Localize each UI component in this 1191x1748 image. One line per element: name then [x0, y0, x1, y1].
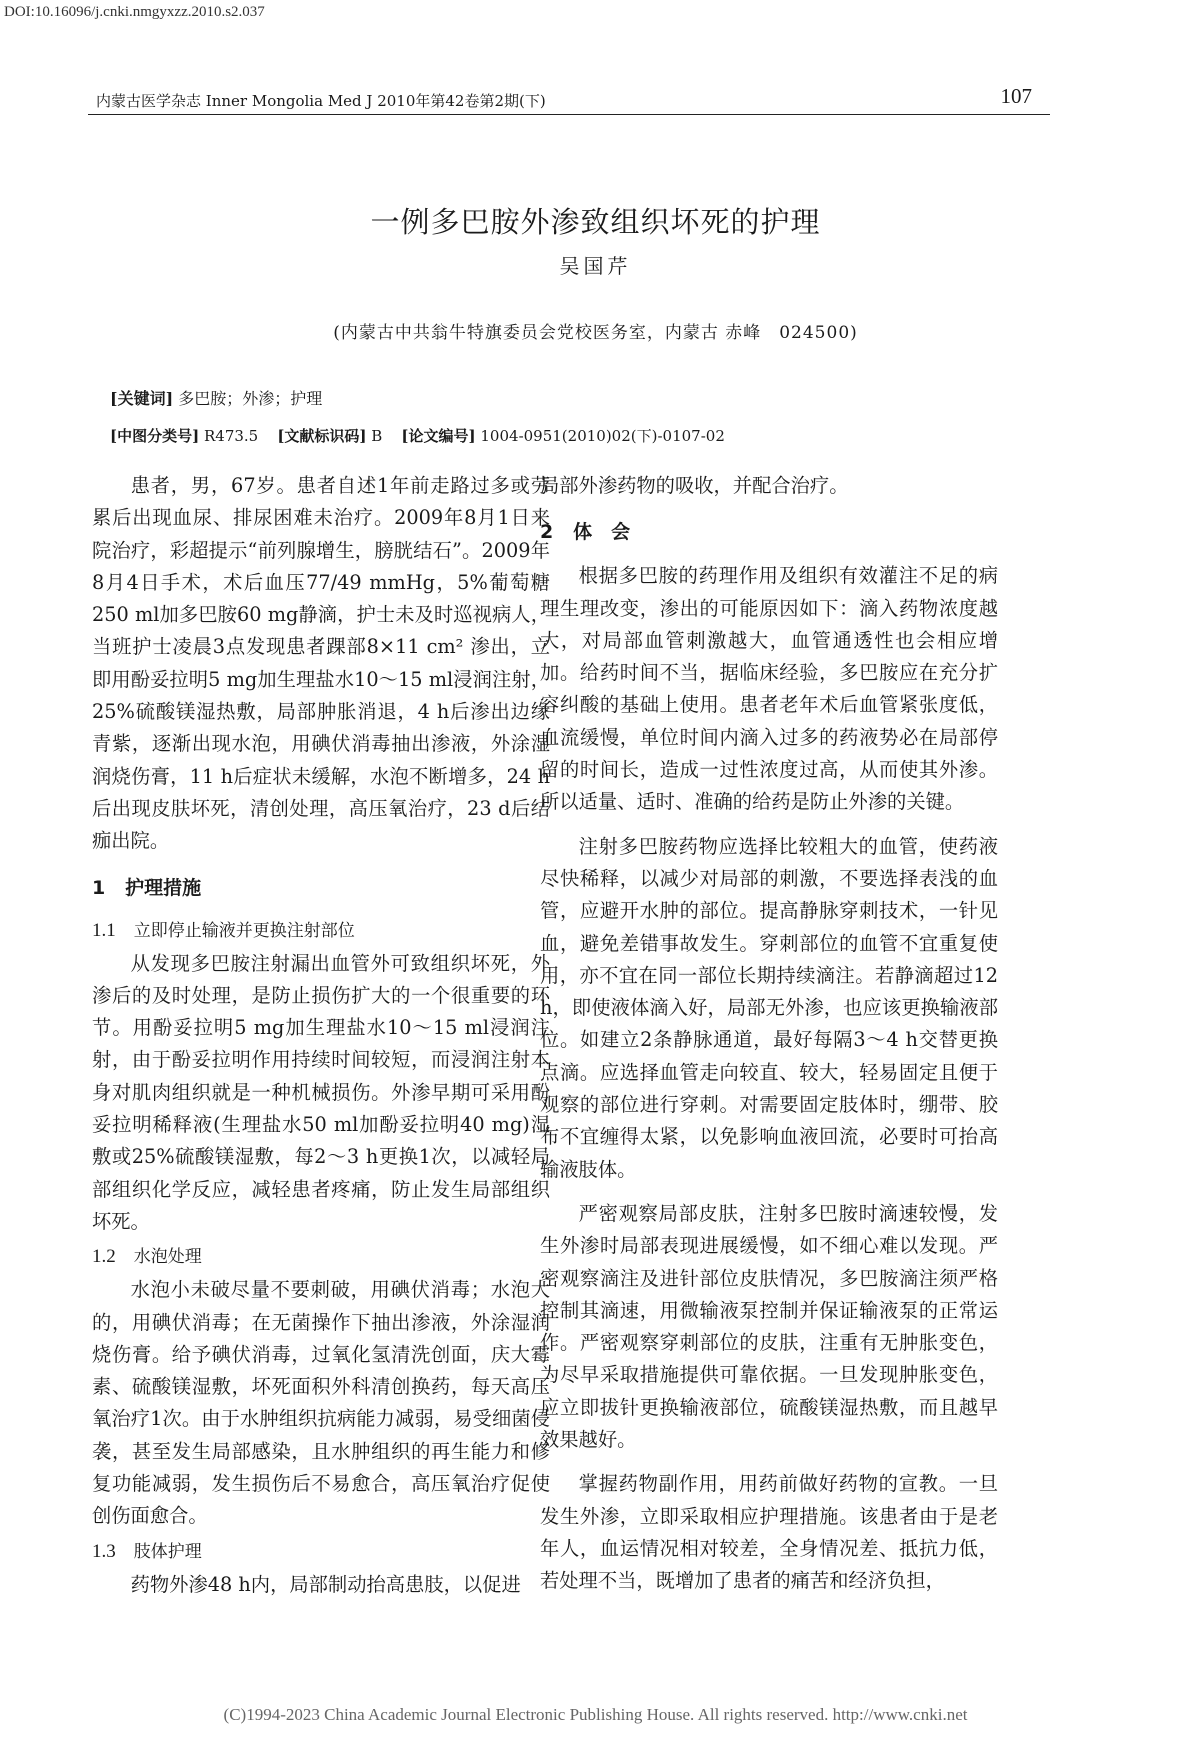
running-header — [88, 84, 1050, 115]
doi-line: DOI:10.16096/j.cnki.nmgyxzz.2010.s2.037 — [4, 4, 265, 20]
case-intro-paragraph: 患者，男，67岁。患者自述1年前走路过多或劳累后出现血尿、排尿困难未治疗。2009年8月1日来院治疗，彩超提示“前列腺增生，膀胱结石”。2009年8月4日手术，术后血压77/49 mmHg，5%葡萄糖250 ml加多巴胺60 mg静滴，护士未及时巡视病人，当班护士凌晨3点发现患者踝部8×11 cm² 渗出，立即用酚妥拉明5 mg加生理盐水10～15 ml浸润注射，25%硫酸镁湿热敷，局部肿胀消退，4 h后渗出边缘青紫，逐渐出现水泡，用碘伏消毒抽出渗液，外涂湿润烧伤膏，11 h后症状未缓解，水泡不断增多，24 h后出现皮肤坏死，清创处理，高压氧治疗，23 d后结痂出院。 — [92, 474, 550, 853]
section-2-paragraph-3: 严密观察局部皮肤，注射多巴胺时滴速较慢，发生外渗时局部表现进展缓慢，如不细心难以发现。严密观察滴注及进针部位皮肤情况，多巴胺滴注须严格控制其滴速，用微输液泵控制并保证输液泵的正常运作。严密观察穿刺部位的皮肤，注重有无肿胀变色，为尽早采取措施提供可靠依据。一旦发现肿胀变色，应立即拔针更换输液部位，硫酸镁湿热敷，而且越早效果越好。 — [540, 1201, 998, 1452]
clc-label: [中图分类号] — [110, 427, 200, 445]
article-title: 一例多巴胺外渗致组织坏死的护理 — [370, 205, 821, 239]
classification-line — [110, 425, 725, 446]
keywords-line — [110, 386, 322, 409]
section-2-heading — [540, 518, 998, 546]
section-1-3-title: 肢体护理 — [133, 1541, 202, 1562]
journal-citation: 内蒙古医学杂志 Inner Mongolia Med J 2010年第42卷第2期(下) — [96, 92, 546, 110]
right-column — [540, 470, 998, 1598]
section-1-3-heading — [92, 1537, 550, 1567]
copyright-footer: (C)1994-2023 China Academic Journal Electronic Publishing House. All rights reserved. http://www.cnki.net — [223, 1705, 968, 1724]
article-author: 吴国芹 — [559, 254, 632, 278]
section-1-1-paragraph: 从发现多巴胺注射漏出血管外可致组织坏死，外渗后的及时处理，是防止损伤扩大的一个很重要的环节。用酚妥拉明5 mg加生理盐水10～15 ml浸润注射，由于酚妥拉明作用持续时间较短，而浸润注射本身对肌肉组织就是一种机械损伤。外渗早期可采用酚妥拉明稀释液(生理盐水50 ml加酚妥拉明40 mg)湿敷或25%硫酸镁湿敷，每2～3 h更换1次，以减轻局部组织化学反应，减轻患者疼痛，防止发生局部组织坏死。 — [92, 951, 550, 1233]
doc-code-label: [文献标识码] — [277, 427, 367, 445]
section-2-number: 2 — [540, 521, 554, 544]
section-2-paragraph-4: 掌握药物副作用，用药前做好药物的宣教。一旦发生外渗，立即采取相应护理措施。该患者由于是老年人，血运情况相对较差，全身情况差、抵抗力低，若处理不当，既增加了患者的痛苦和经济负担， — [540, 1472, 998, 1593]
article-no-value: 1004-0951(2010)02(下)-0107-02 — [480, 427, 725, 445]
section-1-1-heading — [92, 916, 550, 946]
keywords-value: 多巴胺；外渗；护理 — [178, 389, 323, 408]
clc-value: R473.5 — [203, 427, 259, 445]
section-1-2-title: 水泡处理 — [133, 1247, 202, 1268]
left-column — [92, 470, 550, 1601]
section-2-paragraph-2: 注射多巴胺药物应选择比较粗大的血管，使药液尽快稀释，以减少对局部的刺激，不要选择表浅的血管，应避开水肿的部位。提高静脉穿刺技术，一针见血，避免差错事故发生。穿刺部位的血管不宜重复使用，亦不宜在同一部位长期持续滴注。若静滴超过12 h，即使液体滴入好，局部无外渗，也应该更换输液部位。如建立2条静脉通道，最好每隔3～4 h交替更换点滴。应选择血管走向较直、较大，轻易固定且便于观察的部位进行穿刺。对需要固定肢体时，绷带、胶布不宜缠得太紧，以免影响血液回流，必要时可抬高输液肢体。 — [540, 834, 998, 1181]
section-1-2-paragraph: 水泡小未破尽量不要刺破，用碘伏消毒；水泡大的，用碘伏消毒；在无菌操作下抽出渗液，外涂湿润烧伤膏。给予碘伏消毒，过氧化氢清洗创面，庆大霉素、硫酸镁湿敷，坏死面积外科清创换药，每天高压氧治疗1次。由于水肿组织抗病能力减弱，易受细菌侵袭，甚至发生局部感染，且水肿组织的再生能力和修复功能减弱，发生损伤后不易愈合，高压氧治疗促使创伤面愈合。 — [92, 1278, 550, 1528]
section-1-3-paragraph: 药物外渗48 h内，局部制动抬高患肢，以促进 — [130, 1572, 521, 1596]
section-1-3-number: 1.3 — [92, 1540, 116, 1562]
section-2-title: 体 会 — [573, 521, 631, 544]
section-1-heading — [92, 874, 550, 902]
section-1-number: 1 — [92, 876, 106, 899]
continued-paragraph: 局部外渗药物的吸收，并配合治疗。 — [540, 474, 849, 497]
page-number: 107 — [1000, 84, 1032, 108]
doc-code-value: B — [371, 427, 383, 445]
section-1-title: 护理措施 — [125, 876, 202, 899]
keywords-label: [关键词] — [110, 389, 174, 408]
section-1-2-heading — [92, 1242, 550, 1272]
section-2-paragraph-1: 根据多巴胺的药理作用及组织有效灌注不足的病理生理改变，渗出的可能原因如下：滴入药物浓度越大，对局部血管刺激越大，血管通透性也会相应增加。给药时间不当，据临床经验，多巴胺应在充分扩容纠酸的基础上使用。患者老年术后血管紧张度低，血流缓慢，单位时间内滴入过多的药液势必在局部停留的时间长，造成一过性浓度过高，从而使其外渗。所以适量、适时、准确的给药是防止外渗的关键。 — [540, 564, 998, 814]
article-no-label: [论文编号] — [401, 427, 476, 445]
author-affiliation: (内蒙古中共翁牛特旗委员会党校医务室，内蒙古 赤峰 024500) — [333, 323, 858, 343]
section-1-1-title: 立即停止输液并更换注射部位 — [133, 920, 355, 941]
section-1-1-number: 1.1 — [92, 919, 116, 941]
section-1-2-number: 1.2 — [92, 1246, 116, 1268]
